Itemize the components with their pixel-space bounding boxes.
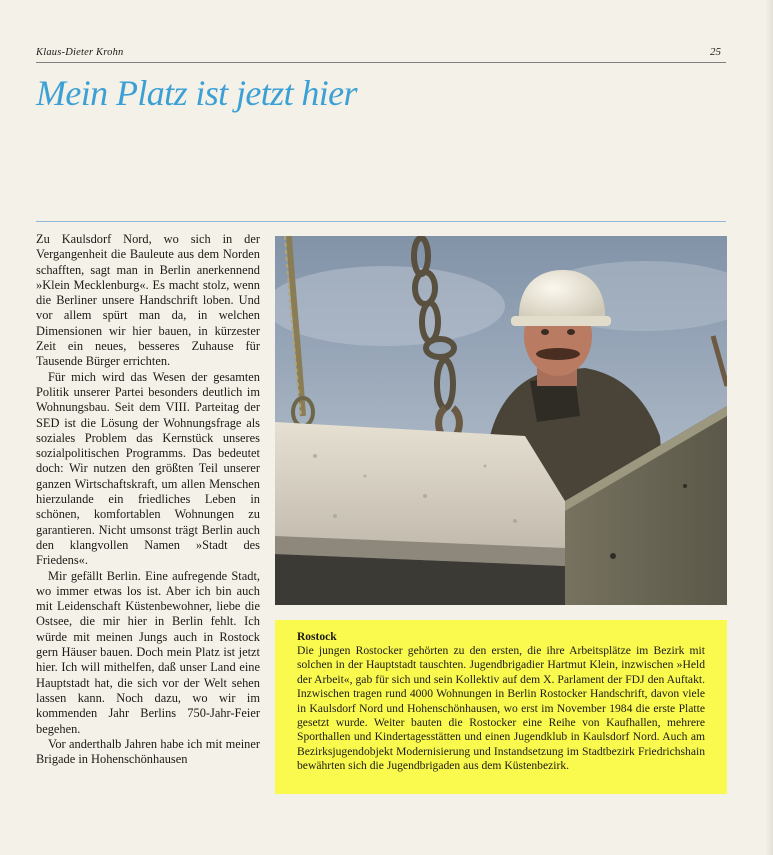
article-paragraph: Zu Kaulsdorf Nord, wo sich in der Vergangenheit die Bauleute aus dem Norden schafften, sagt man in Berlin anerkennend »Klein Mecklenburg«. Es macht stolz, wenn die Berliner unsere Handschrift loben. Und vor allem spürt man da, in welchen Dimensionen wir hier bauen, in kürzester Zeit ein neues, besseres Zuhause für Tausende Bürger errichten.: [36, 232, 260, 369]
caption-box: [275, 620, 727, 794]
caption-heading: Rostock: [297, 631, 337, 643]
header-rule: [36, 62, 726, 63]
article-paragraph: Vor anderthalb Jahren habe ich mit meiner Brigade in Hohenschönhausen: [36, 736, 260, 767]
section-rule: [36, 221, 726, 222]
author-name: Klaus-Dieter Krohn: [36, 47, 124, 58]
article-body: [36, 232, 260, 767]
article-paragraph: Für mich wird das Wesen der gesamten Politik unserer Partei besonders deutlich im Wohnungsbau. Seit dem VIII. Parteitag der SED ist die Lösung der Wohnungsfrage als soziales Problem das Kernstück unseres sozialpolitischen Programms. Das bedeutet doch: Wir nutzen den größten Teil unserer ganzen Wirtschaftskraft, um allen Menschen hierzulande ein friedliches Leben in schönen, komfortablen Wohnungen zu garantieren. Nicht umsonst trägt Berlin auch den klangvollen Namen »Stadt des Friedens«.: [36, 369, 260, 568]
article-title: Mein Platz ist jetzt hier: [36, 73, 357, 113]
page-edge-shadow: [765, 0, 773, 855]
construction-worker-photo: [275, 236, 727, 605]
caption-text: Die jungen Rostocker gehörten zu den ersten, die ihre Arbeitsplätze im Bezirk mit solchen in der Hauptstadt tauschten. Jugendbrigadier Hartmut Klein, inzwischen »Held der Arbeit«, gab für sich und sein Kollektiv auf dem X. Parlament der FDJ den Auftakt. Inzwischen tragen rund 4000 Wohnungen in Berlin Rostocker Handschrift, davon viele in Kaulsdorf Nord und Hohenschönhausen, wo erst im November 1984 die erste Platte gesetzt wurde. Weiter bauten die Rostocker eine Reihe von Kaufhallen, mehrere Sporthallen und Kindertagesstätten und einen Jugendklub in Kaulsdorf Nord. Auch am Bezirksjugendobjekt Modernisierung und Instandsetzung im Stadtbezirk Friedrichshain bewährten sich die Jugendbrigaden aus dem Küstenbezirk.: [297, 644, 705, 773]
page-number: 25: [710, 46, 721, 58]
article-paragraph: Mir gefällt Berlin. Eine aufregende Stadt, wo immer etwas los ist. Aber ich bin auch mit Leidenschaft Küstenbewohner, liebe die Ostsee, die mir hier in Berlin fehlt. Ich würde mit meinen Jungs auch in Rostock gern Häuser bauen. Doch mein Platz ist jetzt hier. Ich will mithelfen, daß unser Land eine Hauptstadt hat, die sich vor der Welt sehen lassen kann. Noch dazu, wo wir im kommenden Jahr Berlins 750-Jahr-Feier begehen.: [36, 568, 260, 736]
